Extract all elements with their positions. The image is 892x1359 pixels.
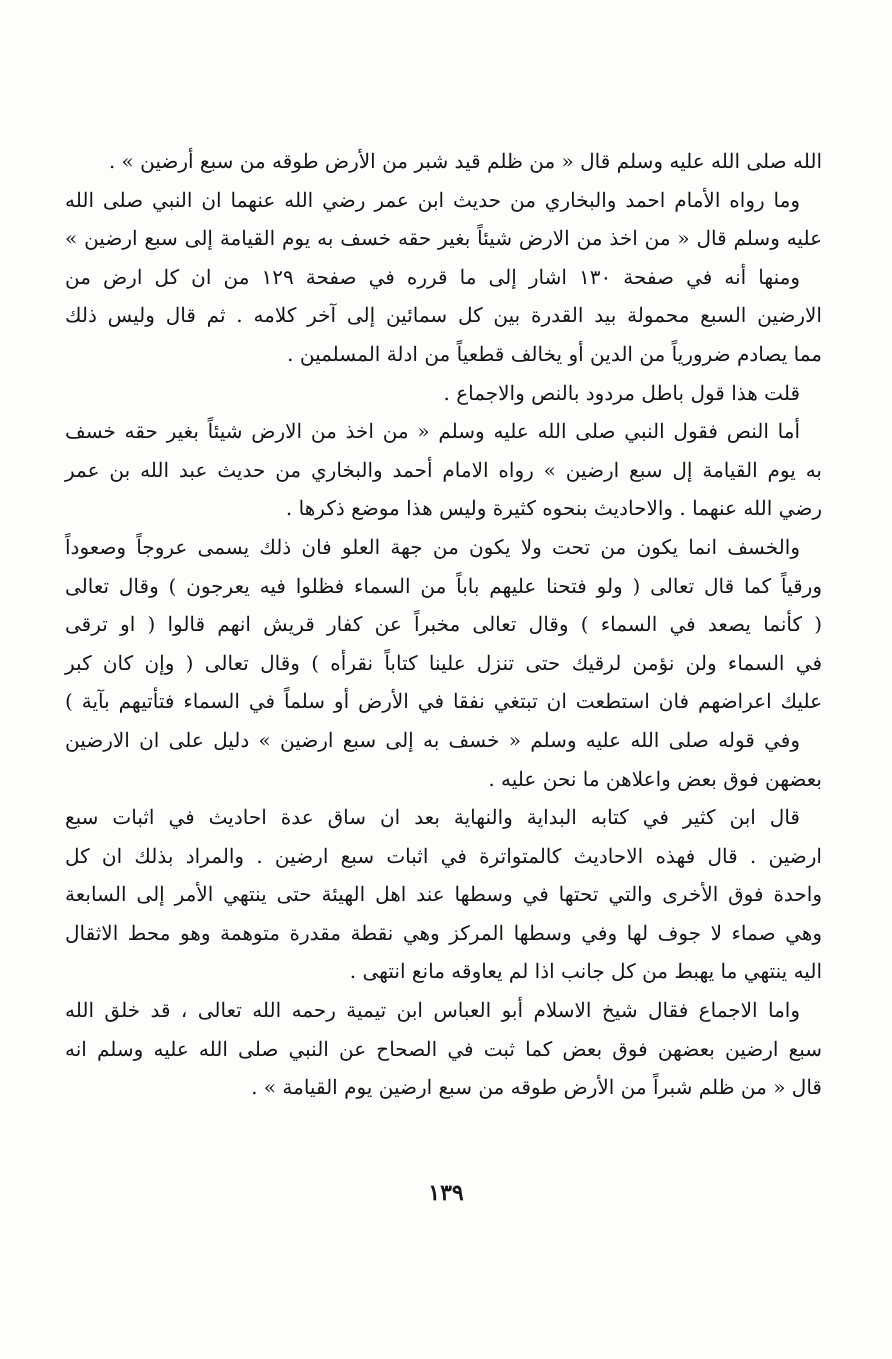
text-line-20: واحدة فوق الأخرى والتي تحتها في وسطها عند اهل الهيئة حتى ينتهي الأمر إلى السابعة — [65, 882, 822, 907]
text-line-25: قال « من ظلم شبراً من الأرض طوقه من سبع ارضين يوم القيامة » . — [251, 1075, 822, 1100]
text-line-21: وهي صماء لا جوف لها وفي وسطها المركز وهي نقطة مقدرة متوهمة وهو محط الاثقال — [65, 920, 822, 945]
text-line-12: ورقياً كما قال تعالى ( ولو فتحنا عليهم باباً من السماء فظلوا فيه يعرجون ) وقال تعالى — [65, 573, 822, 598]
text-line-8: أما النص فقول النبي صلى الله عليه وسلم « من اخذ من الارض شيئاً بغير حقه خسف — [65, 419, 800, 444]
text-line-10: رضي الله عنهما . والاحاديث بنحوه كثيرة وليس هذا موضع ذكرها . — [285, 496, 822, 521]
text-line-15: عليك اعراضهم فان استطعت ان تبتغي نفقا في الأرض أو سلماً في السماء فتأتيهم بآية ) — [65, 689, 822, 714]
body-text — [65, 142, 822, 1107]
text-line-13: ( كأنما يصعد في السماء ) وقال تعالى مخبراً عن كفار قريش انهم قالوا ( او ترقى — [65, 612, 822, 637]
text-line-2: وما رواه الأمام احمد والبخاري من حديث ابن عمر رضي الله عنهما ان النبي صلى الله — [65, 187, 800, 212]
text-line-1: الله صلى الله عليه وسلم قال « من ظلم قيد شبر من الأرض طوقه من سبع أرضين » . — [108, 149, 822, 173]
text-line-7: قلت هذا قول باطل مردود بالنص والاجماع . — [443, 380, 800, 405]
text-line-17: بعضهن فوق بعض واعلاهن ما نحن عليه . — [488, 766, 822, 791]
text-line-3: عليه وسلم قال « من اخذ من الارض شيئاً بغير حقه خسف به يوم القيامة إلى سبع ارضين » — [65, 226, 822, 251]
text-line-19: ارضين . قال فهذه الاحاديث كالمتواترة في اثبات سبع ارضين . والمراد بذلك ان كل — [65, 843, 822, 868]
text-line-11: والخسف انما يكون من تحت ولا يكون من جهة العلو فان ذلك يسمى عروجاً وصعوداً — [65, 534, 800, 559]
text-line-6: مما يصادم ضرورياً من الدين أو يخالف قطعياً من ادلة المسلمين . — [287, 341, 822, 366]
text-line-16: وفي قوله صلى الله عليه وسلم « خسف به إلى سبع ارضين » دليل على ان الارضين — [65, 727, 800, 752]
text-line-18: قال ابن كثير في كتابه البداية والنهاية بعد ان ساق عدة احاديث في اثبات سبع — [65, 805, 800, 830]
text-line-4: ومنها أنه في صفحة ١٣٠ اشار إلى ما قرره في صفحة ١٢٩ من ان كل ارض من — [65, 264, 801, 289]
text-line-14: في السماء ولن نؤمن لرقيك حتى تنزل علينا كتاباً نقرأه ) وقال تعالى ( وإن كان كبر — [65, 650, 822, 675]
text-line-22: اليه ينتهي ما يهبط من كل جانب اذا لم يعاوقه مانع انتهى . — [349, 959, 822, 984]
text-line-5: الارضين السبع محمولة بيد القدرة بين كل سمائين إلى آخر كلامه . ثم قال وليس ذلك — [65, 303, 822, 328]
text-line-24: سبع ارضين بعضهن فوق بعض كما ثبت في الصحاح عن النبي صلى الله عليه وسلم انه — [65, 1036, 822, 1061]
text-line-23: واما الاجماع فقال شيخ الاسلام أبو العباس ابن تيمية رحمه الله تعالى ، قد خلق الله — [65, 998, 800, 1023]
page-number: ١٣٩ — [428, 1180, 464, 1206]
text-line-9: به يوم القيامة إل سبع ارضين » رواه الامام أحمد والبخاري من حديث عبد الله بن عمر — [65, 457, 822, 482]
